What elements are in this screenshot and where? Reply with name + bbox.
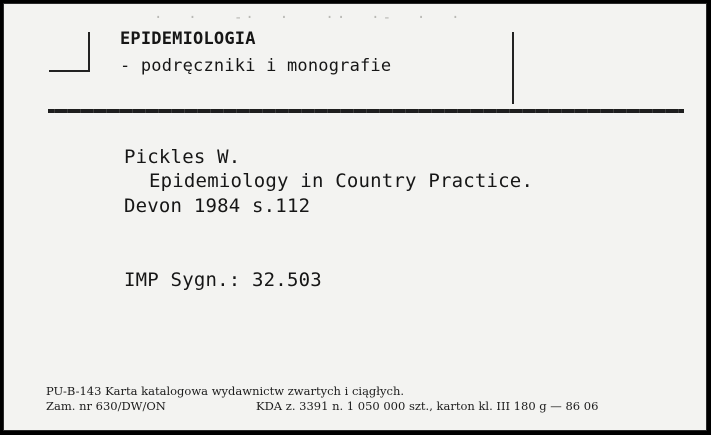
- catalog-card: [3, 3, 707, 431]
- call-number: IMP Sygn.: 32.503: [124, 269, 322, 291]
- order-reference: Zam. nr 630/DW/ON: [46, 399, 166, 413]
- right-border-line: [512, 32, 514, 104]
- book-title: Epidemiology in Country Practice.: [149, 170, 534, 192]
- print-info: KDA z. 3391 n. 1 050 000 szt., karton kl. III 180 g — 86 06: [256, 399, 599, 413]
- left-bracket-vertical: [88, 32, 90, 72]
- author: Pickles W.: [124, 146, 241, 168]
- subject-heading: EPIDEMIOLOGIA: [120, 29, 256, 49]
- subject-subheading: - podręczniki i monografie: [120, 56, 392, 76]
- header-separator-line: [48, 109, 684, 113]
- form-description: PU-B-143 Karta katalogowa wydawnictw zwartych i ciągłych.: [46, 384, 405, 398]
- left-bracket-horizontal: [49, 70, 89, 72]
- imprint: Devon 1984 s.112: [124, 195, 311, 217]
- faint-bleed-through-text: · · -· · ·· ·- · ·: [154, 10, 463, 26]
